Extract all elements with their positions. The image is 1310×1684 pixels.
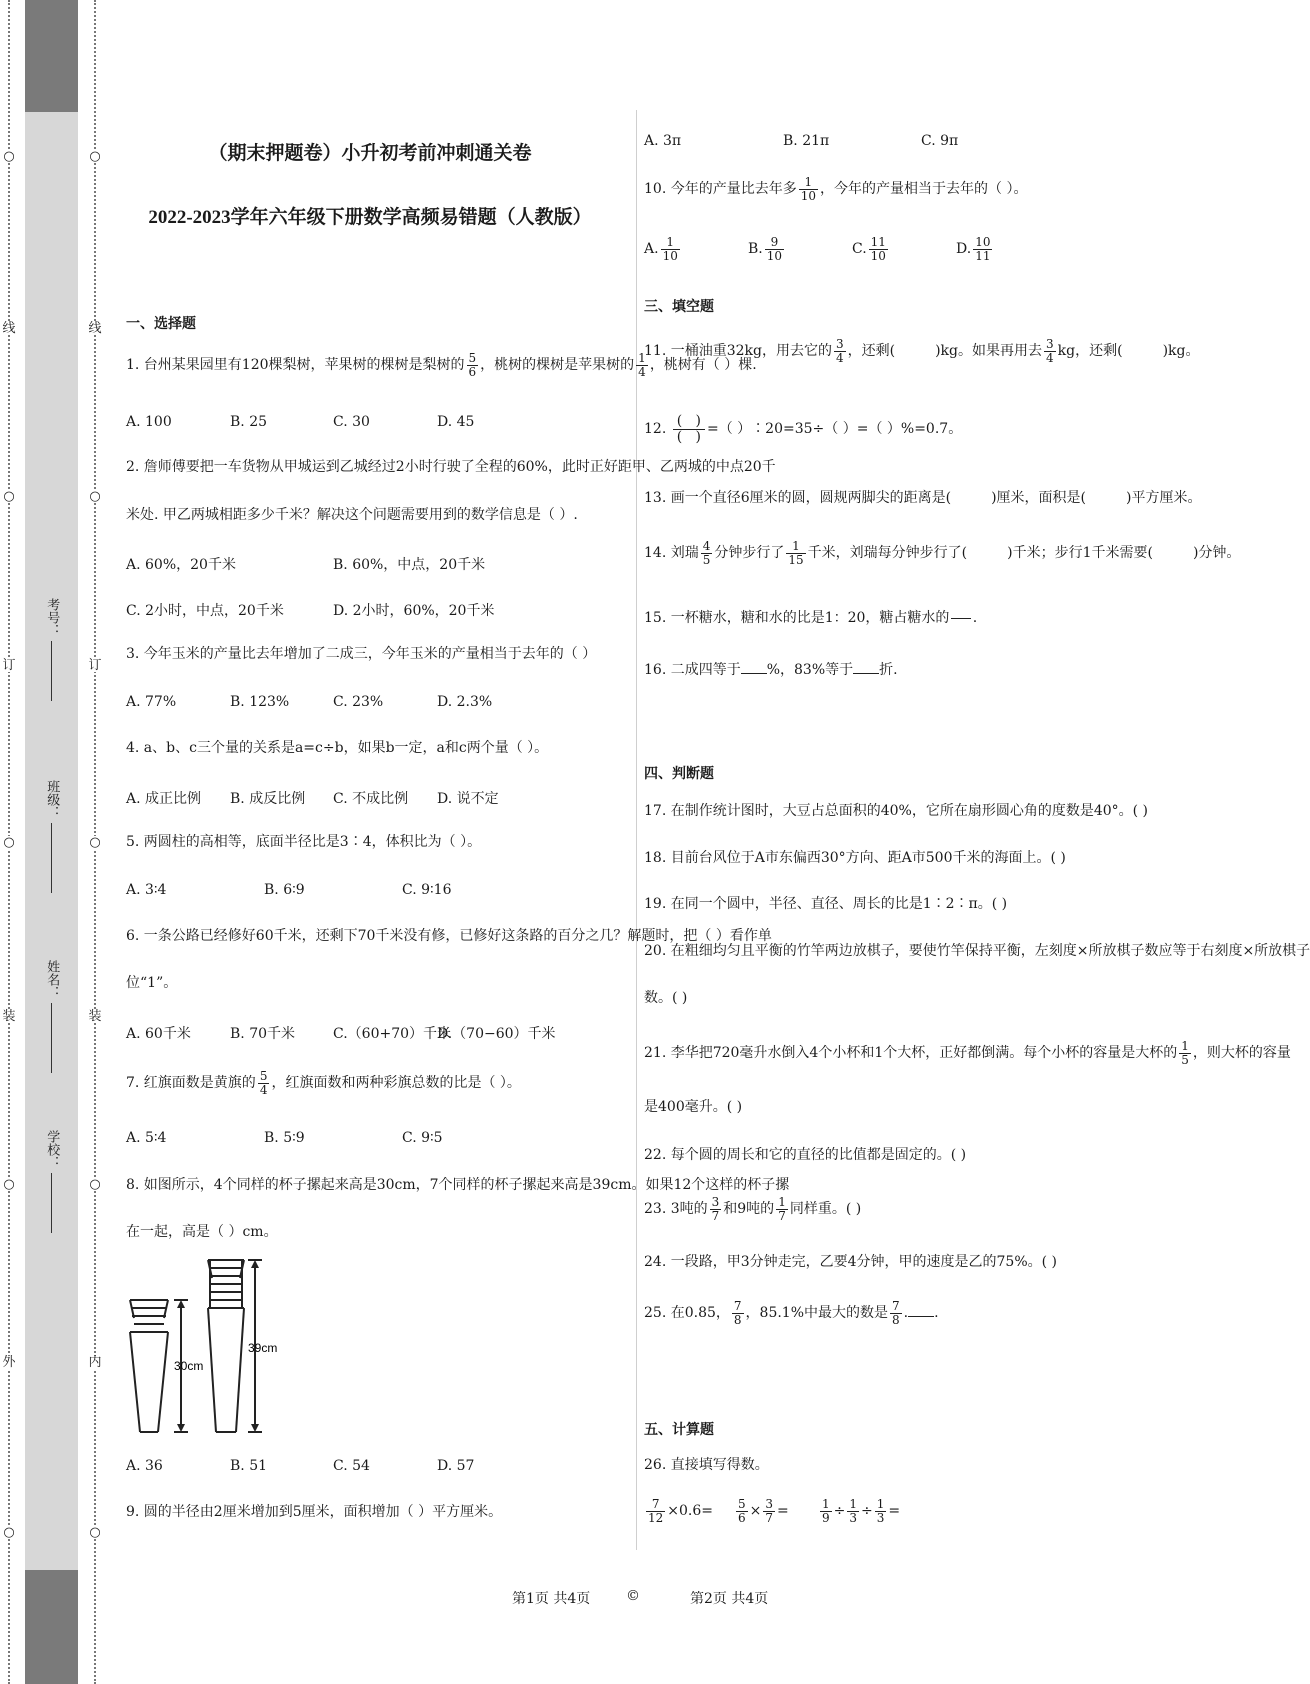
- blank-fraction[interactable]: $\frac{( )}{( )}$: [673, 414, 705, 444]
- question-7: [126, 1070, 521, 1096]
- inner-mark: ○: [86, 1526, 104, 1539]
- section-heading-judge: 四、判断题: [644, 766, 714, 782]
- fraction: $\frac{7}{8}$: [733, 1299, 742, 1327]
- question-6-line-1: 6. 一条公路已经修好60千米，还剩下70千米没有修，已修好这条路的百分之几？解题时，把（ ）看作单: [126, 928, 772, 944]
- q1-option-a[interactable]: A. 100: [126, 414, 172, 430]
- q4-option-b[interactable]: B. 成反比例: [230, 791, 306, 807]
- q5-option-b[interactable]: B. 6∶9: [264, 882, 305, 898]
- outer-margin-column: [0, 0, 18, 1684]
- stacked-cups-figure: [126, 1258, 296, 1438]
- q1-option-c[interactable]: C. 30: [333, 414, 370, 430]
- q7-option-c[interactable]: C. 9∶5: [402, 1130, 443, 1146]
- school-field[interactable]: [25, 1130, 78, 1233]
- q1-option-b[interactable]: B. 25: [230, 414, 268, 430]
- page-number-left: 第1页 共4页: [512, 1591, 591, 1607]
- inner-mark: 装: [86, 1010, 104, 1023]
- q1-option-d[interactable]: D. 45: [437, 414, 475, 430]
- section-heading-calc: 五、计算题: [644, 1422, 714, 1438]
- q2-option-d[interactable]: D. 2小时，60%，20千米: [333, 603, 495, 619]
- inner-mark: 订: [86, 659, 104, 672]
- question-7-text: 7. 红旗面数是黄旗的: [126, 1075, 256, 1092]
- question-24: 24. 一段路，甲3分钟走完，乙要4分钟，甲的速度是乙的75%。( ): [644, 1254, 1058, 1270]
- outer-mark: 装: [0, 1010, 18, 1023]
- question-16: 16. 二成四等于 %，83%等于 折.: [644, 662, 898, 678]
- q9-option-c[interactable]: C. 9π: [921, 133, 959, 149]
- calc-expression-1[interactable]: $\frac{7}{12}$ ×0.6=: [648, 1497, 714, 1525]
- school-label: 学校：: [44, 1130, 60, 1169]
- binding-strip-top-band: [25, 0, 78, 112]
- page-number-right: 第2页 共4页: [690, 1591, 769, 1607]
- q10-option-d[interactable]: D. $\frac{10}{11}$: [956, 235, 991, 263]
- fraction: $\frac{4}{5}$: [702, 539, 711, 567]
- question-26: 26. 直接填写得数。: [644, 1457, 769, 1473]
- exam-subtitle: 2022-2023学年六年级下册数学高频易错题（人教版）: [148, 207, 592, 228]
- question-5: 5. 两圆柱的高相等，底面半径比是3∶4，体积比为（ ）。: [126, 834, 482, 850]
- inner-mark: ○: [86, 1178, 104, 1191]
- q3-option-c[interactable]: C. 23%: [333, 694, 384, 710]
- question-13: 13. 画一个直径6厘米的圆，圆规两脚尖的距离是( )厘米，面积是( )平方厘米。: [644, 490, 1202, 506]
- question-2-line-2: 米处. 甲乙两城相距多少千米？解决这个问题需要用到的数学信息是（ ）.: [126, 507, 578, 523]
- outer-mark: 线: [0, 322, 18, 335]
- outer-mark: ○: [0, 1526, 18, 1539]
- fraction: $\frac{5}{6}$: [468, 351, 477, 379]
- column-divider: [636, 110, 637, 1550]
- section-heading-choice: 一、选择题: [126, 316, 196, 332]
- question-3: 3. 今年玉米的产量比去年增加了二成三，今年玉米的产量相当于去年的（ ）: [126, 646, 597, 662]
- fraction: $\frac{3}{7}$: [711, 1195, 720, 1223]
- question-22: 22. 每个圆的周长和它的直径的比值都是固定的。( ): [644, 1147, 967, 1163]
- fraction: $\frac{3}{4}$: [835, 337, 844, 365]
- question-19: 19. 在同一个圆中，半径、直径、周长的比是1∶2∶π。( ): [644, 896, 1008, 912]
- label-30cm: 30cm: [174, 1359, 204, 1373]
- question-10-text: ，今年的产量相当于去年的（ ）。: [820, 181, 1028, 198]
- question-14: 14. 刘瑞 $\frac{4}{5}$ 分钟步行了 $\frac{1}{15}$ 千米，刘瑞每分钟步行了( )千米；步行1千米需要( )分钟。: [644, 539, 1241, 567]
- question-2-line-1: 2. 詹师傅要把一车货物从甲城运到乙城经过2小时行驶了全程的60%，此时正好距甲、乙两城的中点20千: [126, 459, 776, 475]
- inner-mark: 线: [86, 322, 104, 335]
- q2-option-a[interactable]: A. 60%，20千米: [126, 557, 236, 573]
- question-8-line-1: 8. 如图所示，4个同样的杯子摞起来高是30cm，7个同样的杯子摞起来高是39cm。如果12个这样的杯子摞: [126, 1177, 790, 1193]
- q10-option-c[interactable]: C. $\frac{11}{10}$: [852, 235, 886, 263]
- question-17: 17. 在制作统计图时，大豆占总面积的40%，它所在扇形圆心角的度数是40°。( ): [644, 803, 1149, 819]
- q5-option-a[interactable]: A. 3∶4: [126, 882, 167, 898]
- q6-option-a[interactable]: A. 60千米: [126, 1026, 191, 1042]
- q3-option-d[interactable]: D. 2.3%: [437, 694, 493, 710]
- outer-mark: ○: [0, 490, 18, 503]
- q8-option-a[interactable]: A. 36: [126, 1458, 163, 1474]
- question-4: 4. a、b、c三个量的关系是a=c÷b，如果b一定，a和c两个量（ ）。: [126, 740, 549, 756]
- question-25: 25. 在0.85， $\frac{7}{8}$ ，85.1%中最大的数是 $\frac{7}{8}$ . .: [644, 1299, 939, 1327]
- q9-option-b[interactable]: B. 21π: [783, 133, 830, 149]
- question-1-text: ，桃树的棵树是苹果树的: [480, 357, 635, 374]
- copyright-mark: ©: [626, 1588, 640, 1604]
- section-heading-fill: 三、填空题: [644, 299, 714, 315]
- fraction: $\frac{7}{8}$: [892, 1299, 900, 1327]
- fraction: $\frac{1}{15}$: [788, 539, 804, 567]
- question-20-line-1: 20. 在粗细均匀且平衡的竹竿两边放棋子，要使竹竿保持平衡，左刻度×所放棋子数应等于右刻度×所放棋子: [644, 943, 1310, 959]
- q5-option-c[interactable]: C. 9∶16: [402, 882, 452, 898]
- question-20-line-2: 数。( ): [644, 990, 688, 1006]
- question-11: 11. 一桶油重32kg，用去它的 $\frac{3}{4}$ ，还剩( )kg。如果再用去 $\frac{3}{4}$ kg，还剩( )kg。: [644, 337, 1200, 365]
- name-field[interactable]: [25, 960, 78, 1073]
- outer-mark: 订: [0, 659, 18, 672]
- q3-option-a[interactable]: A. 77%: [126, 694, 177, 710]
- answer-underline[interactable]: [853, 673, 879, 674]
- fraction: $\frac{3}{4}$: [1046, 337, 1054, 365]
- question-10: [644, 176, 1027, 202]
- exam-title: （期末押题卷）小升初考前冲刺通关卷: [208, 143, 532, 164]
- outer-mark: 外: [0, 1356, 18, 1369]
- question-9: 9. 圆的半径由2厘米增加到5厘米，面积增加（ ）平方厘米。: [126, 1504, 503, 1520]
- blank-fraction[interactable]: [951, 605, 970, 631]
- label-39cm: 39cm: [248, 1341, 278, 1355]
- question-6-line-2: 位“1”。: [126, 975, 178, 991]
- q3-option-b[interactable]: B. 123%: [230, 694, 290, 710]
- q8-option-b[interactable]: B. 51: [230, 1458, 268, 1474]
- question-12: 12. $\frac{( )}{( )}$ =（ ）∶20=35÷（ ）=（ ）%=0.7。: [644, 413, 963, 445]
- q8-option-d[interactable]: D. 57: [437, 1458, 475, 1474]
- question-1-text: ，桃树有（ ）棵.: [649, 357, 757, 374]
- fraction: $\frac{1}{5}$: [1181, 1039, 1189, 1067]
- inner-mark: 内: [86, 1356, 104, 1369]
- question-15: 15. 一杯糖水，糖和水的比是1：20，糖占糖水的 .: [644, 605, 977, 631]
- outer-mark: ○: [0, 1178, 18, 1191]
- q7-option-b[interactable]: B. 5∶9: [264, 1130, 305, 1146]
- q8-option-c[interactable]: C. 54: [333, 1458, 370, 1474]
- answer-underline[interactable]: [908, 1316, 934, 1317]
- q7-option-a[interactable]: A. 5∶4: [126, 1130, 167, 1146]
- calc-expression-2[interactable]: $\frac{5}{6}$ × $\frac{3}{7}$ =: [738, 1497, 789, 1525]
- question-1-text: 1. 台州某果园里有120棵梨树，苹果树的棵树是梨树的: [126, 357, 465, 374]
- question-18: 18. 目前台风位于A市东偏西30°方向、距A市500千米的海面上。( ): [644, 850, 1066, 866]
- question-7-text: ，红旗面数和两种彩旗总数的比是（ ）。: [271, 1075, 521, 1092]
- question-8-line-2: 在一起，高是（ ）cm。: [126, 1224, 278, 1240]
- question-23: 23. 3吨的 $\frac{3}{7}$ 和9吨的 $\frac{1}{7}$ 同样重。( ): [644, 1195, 862, 1223]
- fraction: $\frac{5}{4}$: [259, 1069, 268, 1097]
- binding-strip-bottom-band: [25, 1570, 78, 1684]
- fraction: $\frac{1}{10}$: [800, 175, 816, 203]
- q4-option-d[interactable]: D. 说不定: [437, 791, 499, 807]
- inner-mark: ○: [86, 490, 104, 503]
- exam-number-field[interactable]: [25, 598, 78, 701]
- exam-number-label: 考号：: [44, 598, 60, 637]
- class-field[interactable]: [25, 780, 78, 893]
- inner-mark: ○: [86, 836, 104, 849]
- fraction: $\frac{1}{4}$: [638, 351, 646, 379]
- q4-option-a[interactable]: A. 成正比例: [126, 791, 202, 807]
- inner-mark: ○: [86, 150, 104, 163]
- calc-expression-3[interactable]: $\frac{1}{9}$ ÷ $\frac{1}{3}$ ÷ $\frac{1}{3}$ =: [822, 1497, 901, 1525]
- q10-option-b[interactable]: B. $\frac{9}{10}$: [748, 235, 783, 263]
- inner-margin-column: [86, 0, 104, 1684]
- name-label: 姓名：: [44, 960, 60, 999]
- question-21-line-2: 是400毫升。( ): [644, 1099, 743, 1115]
- q2-option-b[interactable]: B. 60%，中点，20千米: [333, 557, 486, 573]
- question-21: 21. 李华把720毫升水倒入4个小杯和1个大杯，正好都倒满。每个小杯的容量是大杯的 $\frac{1}{5}$ ，则大杯的容量: [644, 1039, 1291, 1067]
- class-label: 班级：: [44, 780, 60, 819]
- question-10-text: 10. 今年的产量比去年多: [644, 181, 797, 198]
- q6-option-d[interactable]: D.（70−60）千米: [437, 1026, 556, 1042]
- fraction: $\frac{1}{7}$: [778, 1195, 786, 1223]
- q6-option-c[interactable]: C.（60+70）千米: [333, 1026, 452, 1042]
- answer-underline[interactable]: [741, 673, 767, 674]
- outer-mark: ○: [0, 150, 18, 163]
- q4-option-c[interactable]: C. 不成比例: [333, 791, 409, 807]
- q6-option-b[interactable]: B. 70千米: [230, 1026, 296, 1042]
- outer-mark: ○: [0, 836, 18, 849]
- q10-option-a[interactable]: A. $\frac{1}{10}$: [644, 235, 678, 263]
- q9-option-a[interactable]: A. 3π: [644, 133, 682, 149]
- q2-option-c[interactable]: C. 2小时，中点，20千米: [126, 603, 284, 619]
